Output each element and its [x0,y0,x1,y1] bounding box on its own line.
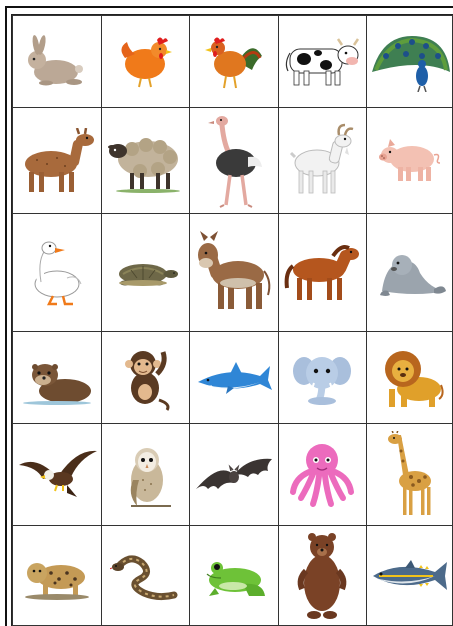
grid-cell [190,332,279,424]
peacock-icon [370,32,450,92]
bear-icon [294,531,350,621]
eagle-icon [17,449,97,501]
grid-cell [190,214,279,332]
horse-icon [283,242,361,304]
grid-cell [367,526,453,626]
giraffe-icon [383,431,437,519]
grid-cell [190,108,279,214]
sheep-icon [104,129,186,193]
grid-cell [13,526,102,626]
monkey-icon [117,344,173,412]
grid-cell [13,332,102,424]
grid-cell [278,108,367,214]
donkey-icon [194,231,274,315]
grid-cell [367,424,453,526]
grid-cell [101,16,190,108]
owl-icon [117,440,173,510]
grid-cell [190,16,279,108]
animal-grid [12,15,453,626]
hen-icon [115,34,175,90]
grid-cell [13,424,102,526]
pig-icon [378,135,442,187]
grid-cell [13,214,102,332]
shark-icon [194,358,274,398]
grid-cell [367,214,453,332]
grid-cell [101,332,190,424]
grid-cell [367,108,453,214]
otter-icon [19,349,95,407]
grid-cell [101,526,190,626]
grid-cell [278,424,367,526]
turtle-icon [111,256,179,290]
ostrich-icon [204,113,264,209]
grid-cell [278,214,367,332]
grid-cell [101,108,190,214]
grid-cell [278,332,367,424]
grid-cell [101,214,190,332]
grid-cell [190,526,279,626]
frog-icon [197,554,271,598]
llama-icon [17,128,97,194]
snake-icon [110,551,180,601]
grid-cell [367,16,453,108]
octopus-icon [287,440,357,510]
tuna-icon [369,558,451,594]
elephant-icon [292,349,352,407]
rabbit-icon [22,32,92,92]
grid-cell [13,16,102,108]
grid-cell [190,424,279,526]
grid-cell [278,16,367,108]
goose-icon [27,238,87,308]
rooster-icon [202,32,266,92]
grid-cell [278,526,367,626]
leopard-icon [21,551,93,601]
bat-icon [194,455,274,495]
grid-cell [101,424,190,526]
lion-icon [375,345,445,411]
grid-cell [367,332,453,424]
grid-cell [13,108,102,214]
cow-icon [282,33,362,91]
seal-icon [372,247,448,299]
goat-icon [287,123,357,199]
